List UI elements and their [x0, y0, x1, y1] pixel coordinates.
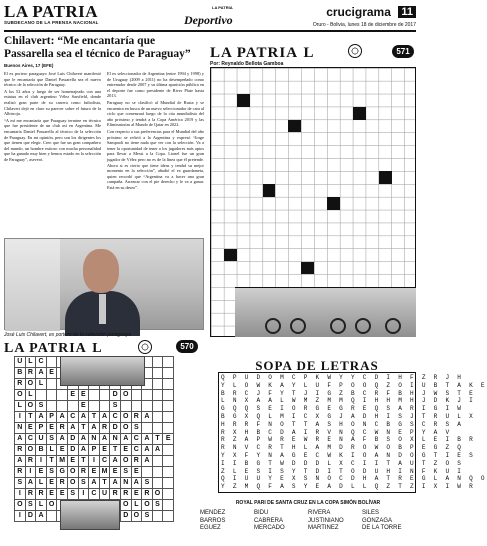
puzzle570-cell: A [89, 478, 100, 489]
crossword-header [210, 44, 416, 66]
word-search-word-list [200, 510, 416, 533]
puzzle570-cell: A [142, 445, 153, 456]
puzzle570-cell: D [110, 390, 121, 401]
puzzle570-cell: L [46, 445, 57, 456]
puzzle570-cell: E [46, 423, 57, 434]
word-search-row: B G X Q L M I C X G J A D H I S J T R U L X [221, 412, 475, 420]
word-search-row: R X H B C D A I R V N Q C W N E P Y A V [221, 428, 452, 436]
puzzle570-cell: D [120, 511, 131, 522]
puzzle570-cell: A [15, 434, 26, 445]
puzzle570-row [15, 467, 174, 478]
puzzle570-cell: O [25, 379, 36, 390]
puzzle570-cell: O [120, 423, 131, 434]
puzzle570-cell: M [99, 467, 110, 478]
puzzle570-cell [57, 401, 68, 412]
puzzle570-row [15, 478, 174, 489]
word-search-word: DE LA TORRE [362, 525, 402, 531]
puzzle570-cell: A [78, 412, 89, 423]
puzzle570-cell [152, 379, 163, 390]
puzzle570-cell [46, 357, 57, 368]
word-search-column [200, 510, 254, 533]
puzzle570-cell: U [99, 489, 110, 500]
puzzle570-row [15, 434, 174, 445]
puzzle570-cell: C [25, 434, 36, 445]
puzzle570-cell: E [46, 368, 57, 379]
puzzle570-cell: A [36, 368, 47, 379]
puzzle570-cell [120, 401, 131, 412]
puzzle570-cell: T [78, 456, 89, 467]
puzzle570-cell: D [67, 434, 78, 445]
puzzle570-row [15, 423, 174, 434]
puzzle570-cell: D [25, 511, 36, 522]
puzzle570-cell: A [57, 434, 68, 445]
puzzle570-cell: A [15, 456, 26, 467]
puzzle570-cell: S [131, 423, 142, 434]
puzzle570-cell [163, 511, 174, 522]
puzzle570-cell [152, 511, 163, 522]
puzzle570-cell: L [36, 500, 47, 511]
puzzle570-cell: R [36, 489, 47, 500]
puzzle570-cell: E [89, 467, 100, 478]
puzzle570-cell: I [15, 412, 26, 423]
puzzle570-cell [152, 357, 163, 368]
word-search-column [254, 510, 308, 533]
puzzle570-cell [142, 390, 153, 401]
puzzle570-cell: O [15, 500, 26, 511]
bike-wheel [330, 318, 346, 334]
puzzle570-cell [89, 390, 100, 401]
puzzle570-cell: I [36, 456, 47, 467]
section-name: crucigrama [326, 4, 391, 19]
word-search-word: SILES [362, 510, 380, 516]
word-search-row: Y Z M Q F A S Y E A D L L Q Z T Z I X I W R [221, 483, 475, 491]
puzzle570-cell: E [67, 456, 78, 467]
puzzle570-cell: O [25, 401, 36, 412]
word-search-word: CABRERA [254, 517, 284, 524]
puzzle570-cell: R [15, 445, 26, 456]
soccer-ball-icon [348, 44, 362, 58]
word-search-word: BARROS [200, 517, 226, 524]
puzzle570-cell: O [46, 500, 57, 511]
article-headline: Chilavert: “Me encantaría que Passarella sea el técnico de Paraguay” [4, 35, 191, 60]
paragraph: “A mí me encantaría que Paraguay termine en técnico que fue presidente de un club así en Argentina. Me encantaría Daniel Passarella al técnico de la selección de Paraguay. En mi opinión, pero son los dirigentes los que tienen que elegir. Creo que fue un gran compañero del mundo, un hombre exitoso con mucha personalidad que ha ganado muy bien y hemos estado en la selección de Paraguay”, aseveró. [4, 117, 101, 162]
paragraph: Con respecto a sus preferencias para el Mundial del año próximo se refirió a la Argentina y expresó “Jorge Sampaoli no tiene nada que ver con la selección. Va a tener la oportunidad de tener a los jugadores más aptos para llevar a Messi a la Copa. Lionel fue un gran jugador de Vélez pero no es de la línea que él pretende. Ahora si es cierto que tiene ideas y tendrá su mejor momento en la selección”, añadió el ex guardameta, quien recordó que “Argentina va a hacer una gran campaña. Arrancar con el pie derecho y le va a ganar. Está en su deseo”. [107, 128, 204, 190]
word-search-row: G Q Q S E I O R G E G R E Q S A R I G I W [221, 405, 464, 413]
puzzle570-cell: E [67, 390, 78, 401]
puzzle570-cell: N [120, 478, 131, 489]
puzzle570-cell: O [67, 467, 78, 478]
page-number: 11 [398, 6, 416, 18]
puzzle570-cell: A [120, 434, 131, 445]
puzzle570-cell [163, 412, 174, 423]
bike-wheel [265, 318, 281, 334]
puzzle570-cell: R [131, 456, 142, 467]
puzzle570-cell: P [46, 412, 57, 423]
puzzle570-cell [163, 379, 174, 390]
puzzle570-cell [152, 478, 163, 489]
puzzle570-cell [152, 368, 163, 379]
bike-wheel [290, 318, 306, 334]
puzzle570-cell: N [110, 434, 121, 445]
puzzle570-cell [152, 390, 163, 401]
puzzle570-cell: R [25, 456, 36, 467]
crossword-title-suffix: L [303, 45, 315, 61]
puzzle570-cell: E [131, 489, 142, 500]
puzzle570-cell: N [89, 434, 100, 445]
puzzle570-cell: E [25, 423, 36, 434]
puzzle570-player-photo [60, 500, 120, 530]
puzzle570-cell: I [25, 467, 36, 478]
puzzle570-cell: E [46, 478, 57, 489]
puzzle570-cell: O [120, 390, 131, 401]
puzzle570-cell: S [46, 434, 57, 445]
puzzle570-cell: D [67, 445, 78, 456]
puzzle570-cell [163, 390, 174, 401]
word-search-word: JUSTINIANO [308, 517, 344, 524]
puzzle570-cell: T [89, 412, 100, 423]
puzzle570-cell: A [89, 423, 100, 434]
crossword-block [353, 107, 366, 120]
puzzle570-cell: R [120, 489, 131, 500]
puzzle570-cell: P [36, 423, 47, 434]
puzzle570-cell [152, 423, 163, 434]
puzzle570-cell: E [57, 489, 68, 500]
masthead [4, 3, 134, 25]
puzzle570-title-suffix: L [92, 341, 103, 356]
puzzle570-cell: C [131, 445, 142, 456]
article-column-2 [107, 71, 204, 191]
puzzle570-cell: S [15, 478, 26, 489]
puzzle570-cell [163, 445, 174, 456]
puzzle570-cell: A [99, 434, 110, 445]
crossword-block [327, 197, 340, 210]
puzzle570-cell: A [57, 412, 68, 423]
puzzle570-cell: E [110, 467, 121, 478]
header-divider [4, 30, 416, 32]
puzzle570-cell: T [25, 412, 36, 423]
puzzle570-cell [163, 423, 174, 434]
puzzle570-cell: S [110, 401, 121, 412]
newspaper-tagline: SUBDECANO DE LA PRENSA NACIONAL [4, 20, 99, 25]
puzzle570-cell: L [15, 401, 26, 412]
puzzle570-cell: E [46, 489, 57, 500]
soccer-ball-icon [138, 340, 152, 354]
puzzle570-cell [163, 500, 174, 511]
puzzle570-cell: A [25, 478, 36, 489]
crossword-block [224, 249, 237, 262]
puzzle570-cell: I [15, 511, 26, 522]
word-search-word: GONZAGA [362, 517, 393, 524]
puzzle570-cell [163, 357, 174, 368]
puzzle570-cell: S [67, 489, 78, 500]
puzzle570-cell: A [99, 412, 110, 423]
puzzle570-cell: L [25, 357, 36, 368]
puzzle570-cell: A [110, 456, 121, 467]
puzzle570-cell: R [131, 412, 142, 423]
puzzle570-cell: E [131, 467, 142, 478]
puzzle570-cell: S [142, 511, 153, 522]
puzzle570-cell: T [99, 478, 110, 489]
word-search-column [362, 510, 416, 533]
word-search-row: Y L O W K A Y L U F P O O Q Z O I U B T A K E [221, 381, 487, 389]
dateline: Oruro - Bolivia, lunes 18 de diciembre de 2017 [312, 22, 416, 28]
puzzle570-cell [46, 390, 57, 401]
puzzle570-cell: R [78, 467, 89, 478]
puzzle570-cell: R [15, 467, 26, 478]
paragraph: El ex portero paraguayo José Luis Chilavert manifestó que le encantaría que Daniel Passarella sea el nuevo técnico de la selección de Paraguay. [4, 71, 101, 88]
word-search-word: BIDU [254, 510, 269, 516]
puzzle570-cell: N [15, 423, 26, 434]
word-search-row: R N V C R T H L A M D R O W O B P E G Z Q [221, 444, 464, 452]
puzzle570-cell: B [36, 445, 47, 456]
photo-caption: José Luis Chilavert, ex portero de la selección paraguaya [4, 332, 132, 338]
puzzle570-cell [163, 368, 174, 379]
puzzle570-cell: O [120, 500, 131, 511]
puzzle570-cell: A [142, 456, 153, 467]
puzzle570-cell: R [99, 423, 110, 434]
puzzle570-row [15, 456, 174, 467]
puzzle570-cell [46, 401, 57, 412]
puzzle570-cell [163, 456, 174, 467]
word-search-row: B R C J F Y T J I G Z B C R F B H J W S T E [221, 389, 475, 397]
puzzle570-cell: E [78, 401, 89, 412]
puzzle570-cell: E [163, 434, 174, 445]
puzzle570-cell: R [25, 489, 36, 500]
word-search-row: Y X F Y N A G E C W K I O A N D O G T I E S [221, 451, 475, 459]
puzzle570-cell: I [15, 489, 26, 500]
puzzle570-cell: A [67, 423, 78, 434]
puzzle570-cell: A [36, 511, 47, 522]
puzzle570-cell [152, 467, 163, 478]
deportivo-logo [182, 3, 238, 31]
puzzle570-header [4, 339, 204, 355]
word-search-word: RIVERA [308, 510, 331, 516]
word-search-word: MERCADO [254, 525, 285, 531]
puzzle570-cell: S [152, 500, 163, 511]
word-search-grid[interactable] [218, 372, 487, 493]
word-search-subtitle: ROYAL PARI DE SANTA CRUZ EN LA COPA SIMÓN BOLÍVAR [235, 500, 381, 506]
puzzle570-cell: O [120, 456, 131, 467]
puzzle570-cell: E [99, 445, 110, 456]
puzzle570-cell: R [110, 489, 121, 500]
puzzle570-title: LA PATRIA [4, 341, 87, 356]
word-search-word: MENDEZ [200, 510, 226, 516]
word-search-row: I I B G T W D D D L X C I I T A U T Z O S [221, 459, 464, 467]
puzzle570-cell [36, 390, 47, 401]
puzzle570-cell: R [25, 368, 36, 379]
puzzle570-cell [131, 390, 142, 401]
puzzle570-cell: L [36, 379, 47, 390]
puzzle570-team-photo [60, 356, 145, 386]
puzzle570-cell [142, 467, 153, 478]
photo-person-tie [99, 294, 106, 324]
puzzle570-cell: P [89, 445, 100, 456]
puzzle570-cell: E [78, 390, 89, 401]
puzzle570-cell: S [46, 467, 57, 478]
puzzle570-cell: O [67, 478, 78, 489]
article [4, 35, 204, 191]
puzzle570-cell: A [78, 434, 89, 445]
crossword-block [301, 262, 314, 275]
crossword-block [263, 184, 276, 197]
puzzle570-number: 570 [176, 340, 198, 353]
puzzle570-cell [57, 390, 68, 401]
puzzle570-cell: O [152, 489, 163, 500]
puzzle570-cell: R [57, 423, 68, 434]
puzzle570-cell: C [99, 456, 110, 467]
puzzle570-cell: L [25, 390, 36, 401]
word-search-row: Q I U U Y E X S N O C D H A T R E G L A N Q O [221, 475, 487, 483]
puzzle570-cell [152, 456, 163, 467]
crossword-block [288, 120, 301, 133]
bike-wheel [355, 318, 371, 334]
puzzle570-cell: A [131, 478, 142, 489]
puzzle570-cell: S [142, 478, 153, 489]
puzzle570-cell: C [131, 434, 142, 445]
word-search-title: SOPA DE LETRAS [255, 358, 379, 373]
puzzle570-cell: C [67, 412, 78, 423]
puzzle570-cell: A [110, 478, 121, 489]
puzzle570-cell [163, 467, 174, 478]
puzzle570-cell: L [36, 478, 47, 489]
crossword-title: LA PATRIA [210, 45, 299, 61]
puzzle570-cell [67, 401, 78, 412]
word-search-row: H R R F N O T T A S H O N C B G S C R S A [221, 420, 464, 428]
puzzle570-cell [163, 478, 174, 489]
puzzle570-row [15, 412, 174, 423]
puzzle570-cell [142, 401, 153, 412]
word-search-row: L N X A A L W M Z M M Q I H H M H J D K J I [221, 397, 475, 405]
puzzle570-cell: O [15, 390, 26, 401]
puzzle570-cell [99, 390, 110, 401]
puzzle570-cell: S [120, 467, 131, 478]
puzzle570-cell: B [15, 368, 26, 379]
puzzle570-cell [46, 379, 57, 390]
puzzle570-cell: U [15, 357, 26, 368]
word-search-word: MARTINEZ [308, 525, 339, 531]
crossword-author: Por: Reynaldo Bellota Gamboa [210, 61, 284, 67]
puzzle570-cell: A [152, 445, 163, 456]
puzzle570-cell: A [36, 412, 47, 423]
puzzle570-cell: D [110, 423, 121, 434]
puzzle570-cell: O [120, 412, 131, 423]
puzzle570-cell: L [131, 500, 142, 511]
puzzle570-cell [46, 511, 57, 522]
puzzle570-cell [152, 412, 163, 423]
puzzle570-cell [142, 423, 153, 434]
puzzle570-cell: A [78, 445, 89, 456]
word-search-column [308, 510, 362, 533]
puzzle570-cell: R [142, 489, 153, 500]
crossword-photo-cyclists [235, 287, 416, 337]
puzzle570-cell [89, 401, 100, 412]
section-header [326, 3, 416, 21]
deportivo-logo-text: Deportivo [184, 13, 233, 27]
puzzle570-cell: E [57, 445, 68, 456]
puzzle570-cell: I [78, 489, 89, 500]
puzzle570-cell: M [57, 456, 68, 467]
paragraph: Paraguay no se clasificó al Mundial de Rusia y se encuentra en busca de un nuevo seleccionador de cara al ciclo que comenzará luego de la cita mundialista del año próximo y tendrá a la Copa América 2019 y las Eliminatorias al Mundo de Qatar en 2022. [107, 99, 204, 128]
puzzle570-cell: U [36, 434, 47, 445]
puzzle570-cell: O [142, 500, 153, 511]
puzzle570-cell: C [36, 357, 47, 368]
puzzle570-cell: T [110, 445, 121, 456]
word-search-word: EGUEZ [200, 525, 221, 531]
word-search-row: Q P U D O M C P K W Y Y C D I H F Z R J H [221, 374, 464, 381]
puzzle570-cell: T [46, 456, 57, 467]
puzzle570-cell: T [152, 434, 163, 445]
puzzle570-cell [131, 401, 142, 412]
puzzle570-cell: R [57, 478, 68, 489]
puzzle570-cell [152, 401, 163, 412]
puzzle570-cell: C [89, 489, 100, 500]
word-search-row: R Z A P W R E W R E N A F B S O X L E I B R [221, 436, 475, 444]
puzzle570-cell: C [110, 412, 121, 423]
crossword-block [237, 94, 250, 107]
crossword-block [379, 171, 392, 184]
puzzle570-cell: I [89, 456, 100, 467]
puzzle570-cell: T [78, 423, 89, 434]
puzzle570-cell: S [25, 500, 36, 511]
puzzle570-cell: E [36, 467, 47, 478]
puzzle570-row [15, 445, 174, 456]
puzzle570-row [15, 390, 174, 401]
puzzle570-row [15, 401, 174, 412]
puzzle570-cell: S [78, 478, 89, 489]
word-search-row: Z L E S I S Y T D I T O D U H I N F K U I [221, 467, 464, 475]
puzzle570-cell [163, 489, 174, 500]
puzzle570-cell: E [120, 445, 131, 456]
paragraph: A los 52 años y luego de ser homenajeado con una estatua en el club argentino Vélez Sarsfield, donde realizó gran parte de su carrera como futbolista, Chilavert dejó en claro su parecer sobre el futuro de la Albirroja. [4, 88, 101, 117]
photo-person-head [83, 249, 119, 293]
newspaper-brand: LA PATRIA [4, 2, 99, 21]
article-photo [4, 238, 204, 330]
puzzle570-row [15, 489, 174, 500]
deportivo-logo-top: LA PATRIA [212, 5, 233, 10]
puzzle570-cell: A [142, 434, 153, 445]
article-byline: Buenos Aires, 17 (EFE) [4, 63, 54, 68]
puzzle570-cell: O [25, 445, 36, 456]
bike-wheel [385, 318, 401, 334]
puzzle570-cell: G [57, 467, 68, 478]
crossword-number: 571 [392, 45, 414, 58]
puzzle570-cell: A [142, 412, 153, 423]
puzzle570-cell: O [131, 511, 142, 522]
paragraph: El ex seleccionador de Argentina (entre 1994 y 1998) y de Uruguay (2009 a 2011) no ha desempeñado como entrenador desde 2007 y su última aparición pública en el deporte fue como presidente de River Plate hasta 2013. [107, 71, 204, 99]
puzzle570-cell: S [36, 401, 47, 412]
puzzle570-cell [99, 401, 110, 412]
photo-background [5, 239, 60, 331]
article-column-1 [4, 71, 101, 191]
puzzle570-cell: R [15, 379, 26, 390]
puzzle570-cell [163, 401, 174, 412]
